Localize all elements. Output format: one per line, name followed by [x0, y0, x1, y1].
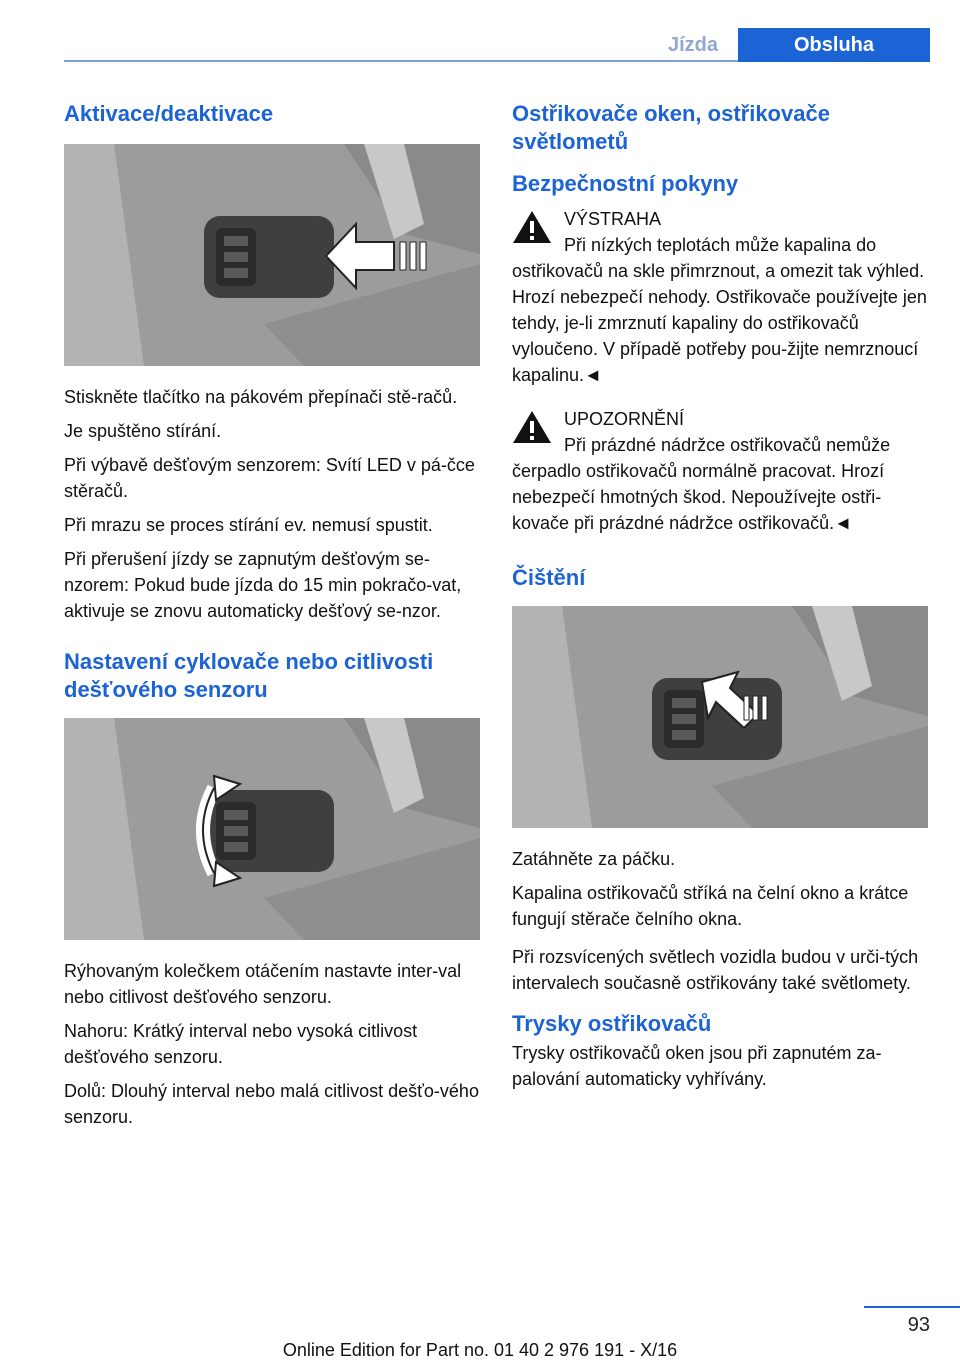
- section-tab-jizda[interactable]: Jízda: [667, 34, 719, 56]
- figure-thumbwheel: [64, 718, 480, 940]
- figure-pull-lever: [512, 606, 928, 828]
- heading-nozzles: Trysky ostřikovačů: [512, 1011, 712, 1036]
- heading-washers: Ostřikovače oken, ostřikovače světlometů: [512, 101, 830, 154]
- warning-block: [512, 206, 928, 388]
- notice-block: [512, 406, 928, 536]
- heading-sensitivity: Nastavení cyklovače nebo citlivosti dešťového senzoru: [64, 649, 434, 702]
- heading-safety: Bezpečnostní pokyny: [512, 171, 739, 196]
- para-press-button: Stiskněte tlačítko na pákovém přepínači stě-račů.: [64, 387, 458, 407]
- heading-activation: Aktivace/deaktivace: [64, 101, 274, 126]
- figure-lever-button: [64, 144, 480, 366]
- warning-triangle-icon: [512, 410, 552, 444]
- page-number: 93: [907, 1314, 930, 1336]
- para-thumbwheel: Rýhovaným kolečkem otáčením nastavte inter-val nebo citlivost dešťového senzoru.: [64, 961, 462, 1007]
- left-column: [64, 100, 480, 1138]
- para-rain-sensor-led: Při výbavě dešťovým senzorem: Svítí LED v pá-čce stěračů.: [64, 455, 475, 501]
- notice-body: čerpadlo ostřikovačů normálně pracovat. Hrozí nebezpečí hmotných škod. Nepoužívejte ostři-kovače při prázdné nádržce ostřikovačů.◄: [512, 461, 885, 533]
- para-fluid-sprays: Kapalina ostřikovačů stříká na čelní okno a krátce fungují stěrače čelního okna.: [512, 883, 909, 929]
- para-frost: Při mrazu se proces stírání ev. nemusí spustit.: [64, 515, 433, 535]
- warning-triangle-icon: [512, 210, 552, 244]
- page-footer: [0, 1300, 960, 1362]
- edition-note: Online Edition for Part no. 01 40 2 976 191 - X/16: [282, 1340, 678, 1360]
- para-interruption: Při přerušení jízdy se zapnutým dešťovým se-nzorem: Pokud bude jízda do 15 min pokračo-vat, aktivuje se znovu automaticky dešťový se-nzor.: [64, 549, 462, 621]
- para-pull-lever: Zatáhněte za páčku.: [512, 849, 676, 869]
- para-wiping-started: Je spuštěno stírání.: [64, 421, 222, 441]
- para-down: Dolů: Dlouhý interval nebo malá citlivost dešťo-vého senzoru.: [64, 1081, 479, 1127]
- para-headlights: Při rozsvícených světlech vozidla budou v urči-tých intervalech současně ostřikovány také světlomety.: [512, 947, 919, 993]
- para-nozzles-heated: Trysky ostřikovačů oken jsou při zapnutém za-palování automaticky vyhřívány.: [512, 1043, 882, 1089]
- section-tab-obsluha[interactable]: Obsluha: [738, 28, 930, 62]
- footer-rule: [864, 1306, 960, 1308]
- para-up: Nahoru: Krátký interval nebo vysoká citlivost dešťového senzoru.: [64, 1021, 418, 1067]
- warning-title: VÝSTRAHA: [564, 209, 662, 229]
- page-header: [0, 16, 960, 62]
- notice-title: UPOZORNĚNÍ: [564, 409, 685, 429]
- heading-cleaning: Čištění: [512, 565, 586, 590]
- notice-body-first: Při prázdné nádržce ostřikovačů nemůže: [564, 435, 891, 455]
- right-column: [512, 100, 928, 1100]
- warning-body: ostřikovačů na skle přimrznout, a omezit tak výhled. Hrozí nebezpečí nehody. Ostřikovače používejte jen tehdy, je-li zmrznutí kapaliny do ostřikovačů vyloučeno. V případě potřeby pou-žijte nemrznoucí kapalinu.◄: [512, 261, 927, 385]
- warning-body-first: Při nízkých teplotách může kapalina do: [564, 235, 877, 255]
